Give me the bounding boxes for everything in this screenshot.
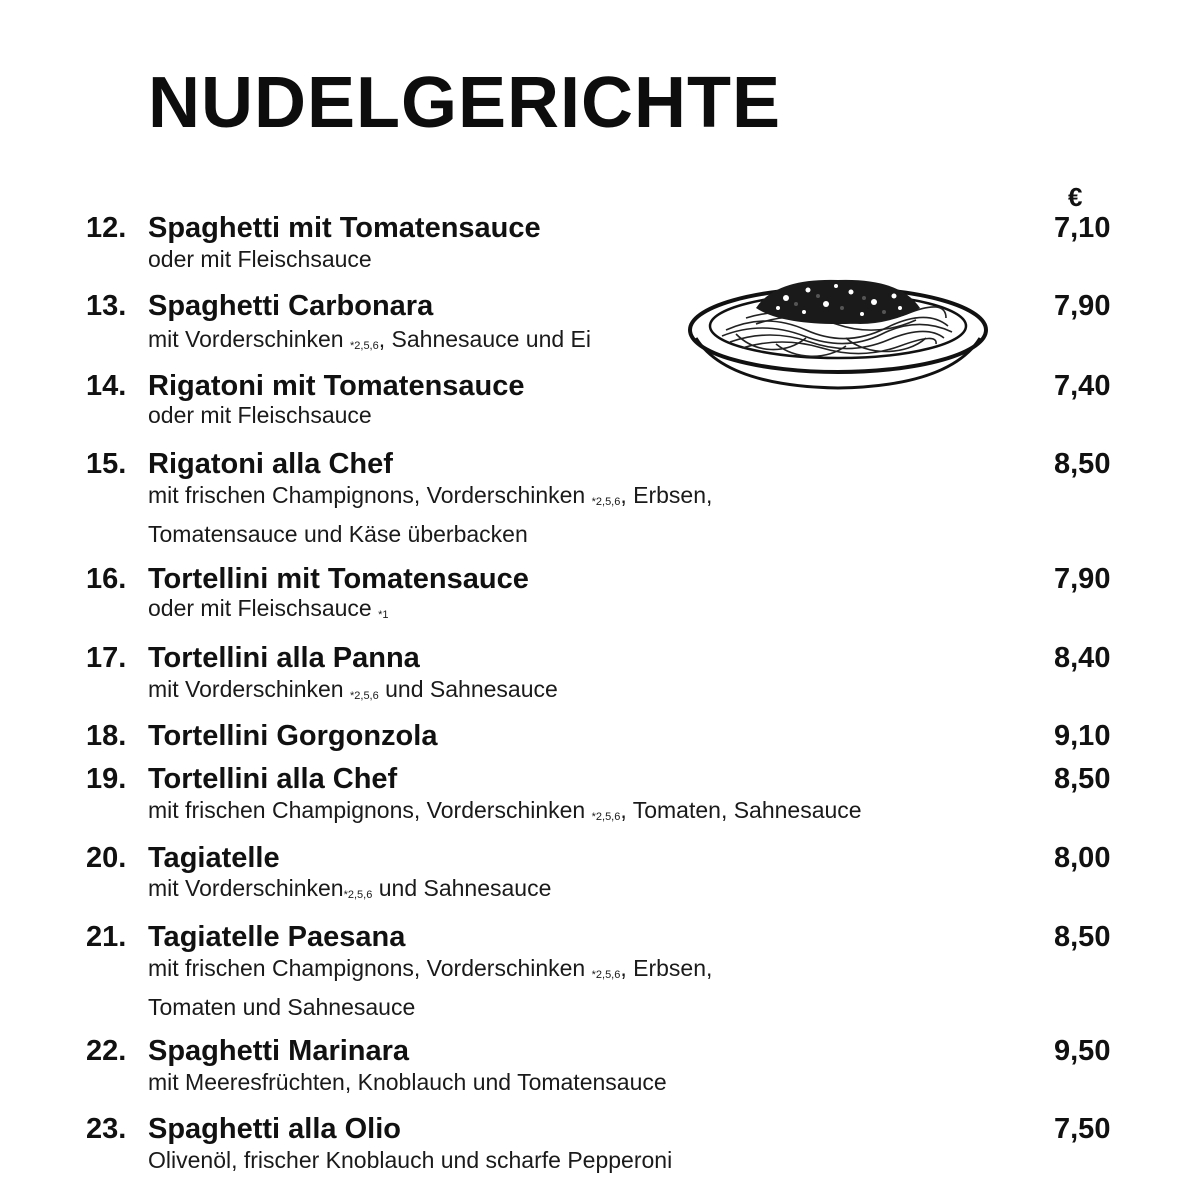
item-name: Tortellini alla Panna: [148, 642, 420, 674]
item-description-text: und Sahnesauce: [378, 676, 558, 702]
pasta-plate-icon: [686, 268, 990, 396]
item-description: [148, 1065, 667, 1099]
item-price: 9,10: [1054, 720, 1111, 752]
item-description-text: oder mit Fleischsauce: [148, 246, 372, 272]
item-description: [148, 322, 591, 361]
item-name: Rigatoni mit Tomatensauce: [148, 370, 525, 402]
item-description-text: , Tomaten, Sahnesauce: [620, 797, 862, 823]
item-price: 8,00: [1054, 842, 1111, 874]
item-price: 9,50: [1054, 1035, 1111, 1067]
item-price: 8,50: [1054, 921, 1111, 953]
item-description-text: mit Meeresfrüchten, Knoblauch und Tomatensauce: [148, 1069, 667, 1095]
item-number: 22.: [86, 1035, 127, 1067]
item-description-text: Tomatensauce und Käse überbacken: [148, 521, 528, 547]
item-description: [148, 793, 862, 832]
item-description: [148, 871, 551, 910]
item-price: 7,40: [1054, 370, 1111, 402]
item-price: 7,90: [1054, 563, 1111, 595]
item-description-text: und Sahnesauce: [372, 875, 552, 901]
item-number: 21.: [86, 921, 127, 953]
item-name: Spaghetti Marinara: [148, 1035, 410, 1067]
item-name: Tagiatelle Paesana: [148, 921, 406, 953]
item-description: [148, 591, 389, 630]
item-description-text: , Erbsen,: [620, 482, 713, 508]
item-price: 7,90: [1054, 290, 1111, 322]
item-price: 8,50: [1054, 448, 1111, 480]
item-number: 18.: [86, 720, 127, 752]
item-description-text: oder mit Fleischsauce: [148, 402, 372, 428]
allergen-note: *2,5,6: [591, 969, 621, 981]
item-name: Rigatoni alla Chef: [148, 448, 393, 480]
item-description-text: Olivenöl, frischer Knoblauch und scharfe Pepperoni: [148, 1147, 673, 1173]
item-name: Tortellini Gorgonzola: [148, 720, 438, 752]
item-name: Tagiatelle: [148, 842, 280, 874]
item-name: Tortellini alla Chef: [148, 763, 398, 795]
allergen-note: *2,5,6: [349, 340, 379, 352]
item-number: 17.: [86, 642, 127, 674]
item-description-text: mit frischen Champignons, Vorderschinken: [148, 482, 592, 508]
item-description-text: mit Vorderschinken: [148, 676, 350, 702]
currency-header: €: [1068, 182, 1083, 212]
item-description: [148, 398, 372, 432]
allergen-note: *2,5,6: [349, 690, 379, 702]
item-description-text: mit frischen Champignons, Vorderschinken: [148, 797, 592, 823]
item-name: Tortellini mit Tomatensauce: [148, 563, 529, 595]
item-number: 23.: [86, 1113, 127, 1145]
item-description: [148, 951, 712, 1024]
item-description: [148, 478, 712, 551]
allergen-note: *1: [378, 609, 389, 621]
item-description: [148, 672, 558, 711]
allergen-note: *2,5,6: [343, 889, 373, 901]
item-name: Spaghetti mit Tomatensauce: [148, 212, 541, 244]
item-description-text: oder mit Fleischsauce: [148, 595, 379, 621]
item-name: Spaghetti Carbonara: [148, 290, 434, 322]
item-description-text: , Erbsen,: [620, 955, 713, 981]
item-description-text: Tomaten und Sahnesauce: [148, 994, 416, 1020]
item-description: [148, 242, 372, 276]
allergen-note: *2,5,6: [591, 496, 621, 508]
item-price: 7,50: [1054, 1113, 1111, 1145]
item-description: [148, 1143, 672, 1177]
item-price: 7,10: [1054, 212, 1111, 244]
item-description-text: mit frischen Champignons, Vorderschinken: [148, 955, 592, 981]
page-title: NUDELGERICHTE: [148, 63, 782, 143]
item-number: 15.: [86, 448, 127, 480]
item-description-text: mit Vorderschinken: [148, 875, 344, 901]
item-name: Spaghetti alla Olio: [148, 1113, 401, 1145]
item-number: 12.: [86, 212, 127, 244]
item-number: 13.: [86, 290, 127, 322]
item-description-text: , Sahnesauce und Ei: [378, 326, 592, 352]
item-number: 20.: [86, 842, 127, 874]
item-price: 8,40: [1054, 642, 1111, 674]
item-number: 14.: [86, 370, 127, 402]
item-description-text: mit Vorderschinken: [148, 326, 350, 352]
item-number: 19.: [86, 763, 127, 795]
item-price: 8,50: [1054, 763, 1111, 795]
allergen-note: *2,5,6: [591, 811, 621, 823]
item-number: 16.: [86, 563, 127, 595]
